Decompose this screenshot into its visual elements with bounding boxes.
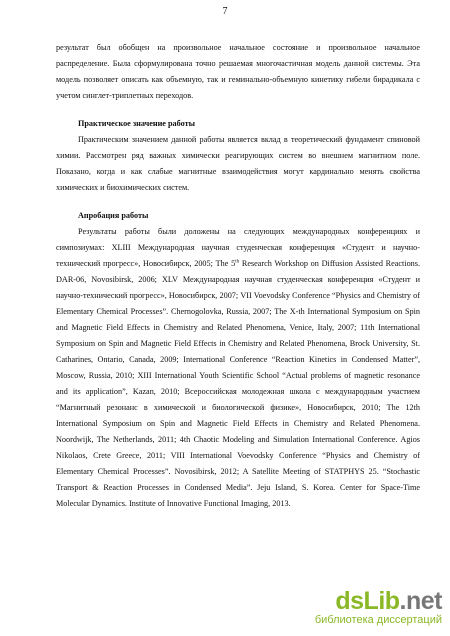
paragraph-approbation xyxy=(56,224,420,512)
dslib-subtitle: библиотека диссертаций xyxy=(314,614,442,626)
superscript-th: th xyxy=(235,259,240,265)
heading-approbation: Апробация работы xyxy=(78,211,149,220)
approbation-text-rest: Research Workshop on Diffusion Assisted Reactions. DAR-06, Novosibirsk, 2006; XLV Международная научная студенческая конференция «Студент и научно-технический прогресс», Новосибирск, 2007; VII Voevodsky Conference “Physics and Chemistry of Elementary Chemical Processes”. Chernogolovka, Russia, 2007; The X-th International Symposium on Spin and Magnetic Field Effects in Chemistry and Related Phenomena, Venice, Italy, 2007; 11th International Symposium on Spin and Magnetic Field Effects in Chemistry and Related Phenomena, Brock University, St. Catharines, Ontario, Canada, 2009; International Conference “Reaction Kinetics in Condensed Matter”, Moscow, Russia, 2010; XIII International Youth Scientific School “Actual problems of magnetic resonance and its application”, Kazan, 2010; Всероссийская молодежная школа с международным участием “Магнитный резонанс в химической и биологической физике», Новосибирск, 2010; The 12th International Symposium on Spin and Magnetic Field Effects in Chemistry and Related Phenomena. Noordwijk, The Netherlands, 2011; 4th Chaotic Modeling and Simulation International Conference. Agios Nikolaos, Crete Greece, 2011; VIII International Voevodsky Conference “Physics and Chemistry of Elementary Chemical Processes”. Novosibirsk, 2012; A Satellite Meeting of STATPHYS 25. “Stochastic Transport & Reaction Processes in Condensed Media”. Jeju Island, S. Korea. Center for Space-Time Molecular Dynamics. Institute of Innovative Functional Imaging, 2013. xyxy=(56,259,420,508)
dslib-logo xyxy=(335,586,442,616)
dslib-logo-text: dsLib.net xyxy=(335,586,442,615)
paragraph-practical-significance: Практическим значением данной работы является вклад в теоретический фундамент спиновой химии. Рассмотрен ряд важных химически реагирующих систем во внешнем магнитном поле. Показано, когда и как слабые магнитные взаимодействия могут кардинально менять свойства химических и биохимических систем. xyxy=(56,135,420,192)
paragraph-results-summary: результат был обобщен на произвольное начальное состояние и произвольное начальное распределение. Была сформулирована точно решаемая многочастичная модель данной системы. Эта модель позволяет описать как объемную, так и геминально-объемную кинетику гибели бирадикала с учетом синглет-триплетных переходов. xyxy=(56,43,420,100)
dslib-watermark xyxy=(242,586,442,630)
paragraph-gap xyxy=(56,196,420,208)
document-body xyxy=(56,40,420,512)
page-number: 7 xyxy=(222,6,228,17)
approbation-text-start: Результаты работы были доложены на следующих международных конференциях и симпозиумах: XLIII Международная научная студенческая конференция «Студент и научно-технический прогресс», Новосибирск, 2005; The 5 xyxy=(56,227,420,268)
paragraph-gap xyxy=(56,104,420,116)
heading-practical-significance: Практическое значение работы xyxy=(78,119,196,128)
